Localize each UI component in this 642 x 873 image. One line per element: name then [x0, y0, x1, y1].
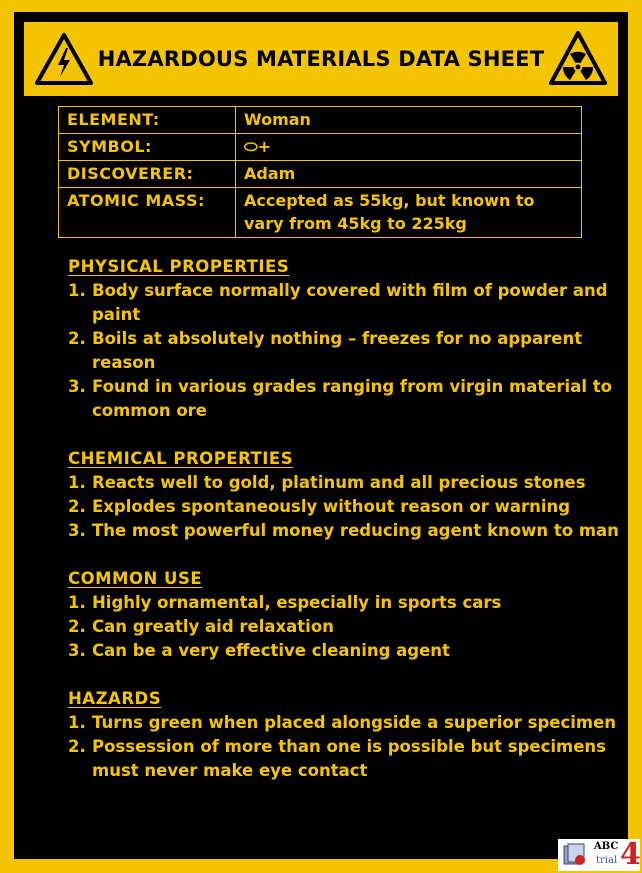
list-item [68, 735, 624, 783]
item-text: Explodes spontaneously without reason or warning [92, 497, 571, 516]
atomic-mass-value: Accepted as 55kg, but known to vary from 45kg to 225kg [236, 188, 582, 238]
item-text: Body surface normally covered with film of powder and paint [92, 281, 608, 324]
item-number: 1. [68, 593, 86, 612]
book-icon [562, 843, 590, 871]
element-label: ELEMENT: [59, 107, 236, 134]
item-text: Reacts well to gold, platinum and all precious stones [92, 473, 586, 492]
section-heading: COMMON USE [68, 569, 203, 588]
list-item [68, 471, 624, 495]
item-text: Can be a very effective cleaning agent [92, 641, 450, 660]
common-use-section [68, 567, 624, 663]
section-heading: HAZARDS [68, 689, 162, 708]
physical-properties-section [68, 255, 624, 423]
data-sheet [14, 12, 628, 859]
chemical-properties-section [68, 447, 624, 543]
list-item [68, 495, 624, 519]
item-text: Possession of more than one is possible but specimens must never make eye contact [92, 737, 606, 780]
item-number: 1. [68, 281, 86, 300]
list-item [68, 279, 624, 327]
badge-trial: trial [596, 855, 618, 866]
element-info-table [58, 106, 582, 238]
symbol-label: SYMBOL: [59, 134, 236, 161]
page-title: HAZARDOUS MATERIALS DATA SHEET [97, 47, 545, 71]
badge-number: 4 [620, 837, 641, 872]
list-item [68, 711, 624, 735]
item-number: 3. [68, 641, 86, 660]
badge-abc: ABC [594, 841, 619, 852]
item-text: Turns green when placed alongside a superior specimen [92, 713, 617, 732]
radiation-warning-icon [548, 30, 608, 90]
table-row [59, 107, 582, 134]
list-item [68, 375, 624, 423]
item-number: 1. [68, 473, 86, 492]
list-item [68, 615, 624, 639]
item-text: Found in various grades ranging from virgin material to common ore [92, 377, 612, 420]
section-heading: CHEMICAL PROPERTIES [68, 449, 294, 468]
item-text: Boils at absolutely nothing – freezes for no apparent reason [92, 329, 583, 372]
item-text: The most powerful money reducing agent known to man [92, 521, 619, 540]
item-number: 2. [68, 329, 86, 348]
item-text: Can greatly aid relaxation [92, 617, 334, 636]
list-item [68, 327, 624, 375]
symbol-value: ⬭+ [236, 134, 582, 161]
section-heading: PHYSICAL PROPERTIES [68, 257, 290, 276]
atomic-mass-label: ATOMIC MASS: [59, 188, 236, 238]
item-text: Highly ornamental, especially in sports cars [92, 593, 502, 612]
sheet-header [24, 22, 618, 96]
element-value: Woman [236, 107, 582, 134]
item-number: 3. [68, 521, 86, 540]
table-row [59, 134, 582, 161]
high-voltage-warning-icon [34, 32, 94, 90]
table-row [59, 161, 582, 188]
discoverer-value: Adam [236, 161, 582, 188]
properties-content [68, 255, 624, 807]
table-row [59, 188, 582, 238]
hazards-section [68, 687, 624, 783]
list-item [68, 639, 624, 663]
item-number: 2. [68, 737, 86, 756]
item-number: 2. [68, 497, 86, 516]
discoverer-label: DISCOVERER: [59, 161, 236, 188]
watermark-badge [558, 839, 640, 871]
item-number: 1. [68, 713, 86, 732]
list-item [68, 591, 624, 615]
item-number: 2. [68, 617, 86, 636]
list-item [68, 519, 624, 543]
item-number: 3. [68, 377, 86, 396]
